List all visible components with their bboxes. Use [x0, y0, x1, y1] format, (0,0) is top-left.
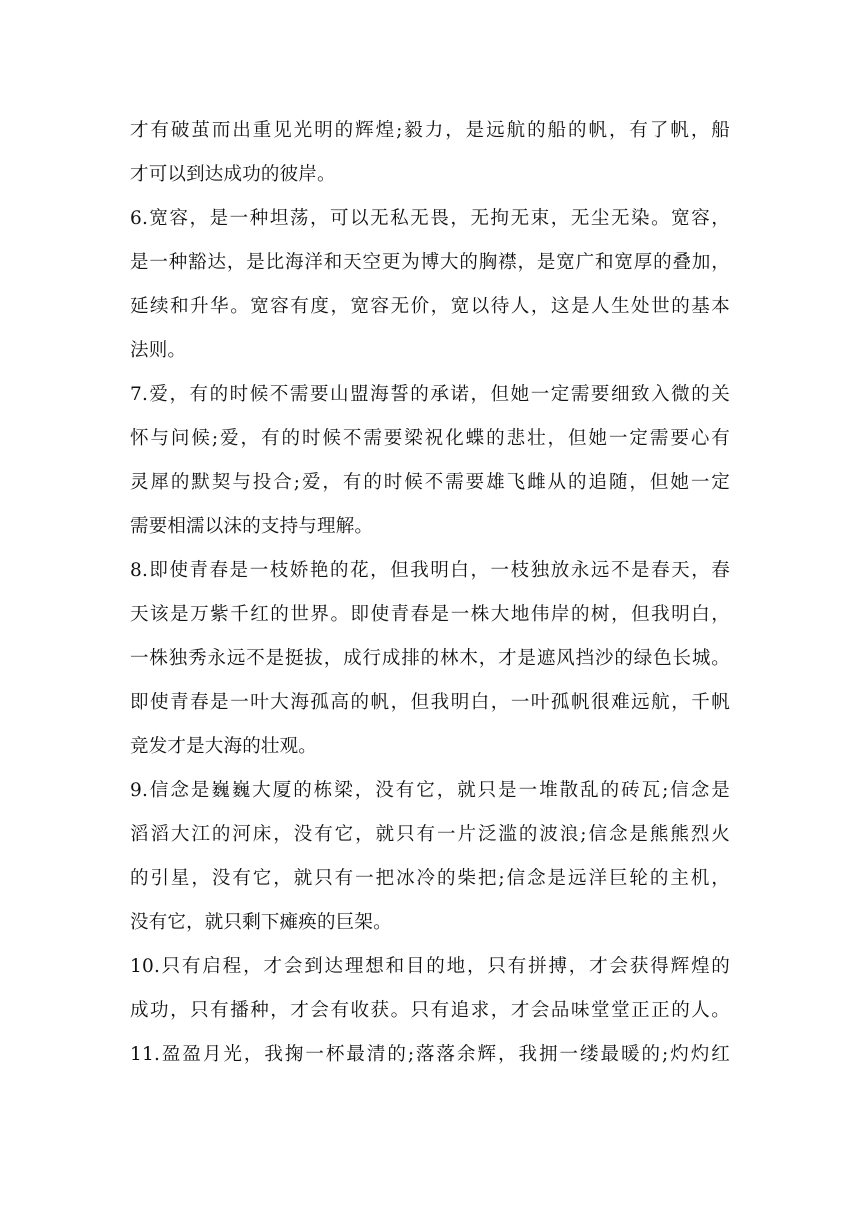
text-line: 成功，只有播种，才会有收获。只有追求，才会品味堂堂正正的人。: [130, 1000, 730, 1021]
text-line: 11.盈盈月光，我掬一杯最清的;落落余辉，我拥一缕最暖的;灼灼红: [130, 1044, 730, 1065]
paragraph-10: [130, 945, 730, 1033]
paragraph-7: [130, 373, 730, 549]
text-line: 9.信念是巍巍大厦的栋梁，没有它，就只是一堆散乱的砖瓦;信念是: [130, 780, 730, 801]
text-line: 即使青春是一叶大海孤高的帆，但我明白，一叶孤帆很难远航，千帆: [130, 692, 730, 713]
text-line: 滔滔大江的河床，没有它，就只有一片泛滥的波浪;信念是熊熊烈火: [130, 824, 730, 845]
text-line: 天该是万紫千红的世界。即使青春是一株大地伟岸的树，但我明白，: [130, 604, 730, 625]
text-line: 没有它，就只剩下瘫痪的巨架。: [130, 912, 392, 933]
text-line: 才可以到达成功的彼岸。: [130, 164, 336, 185]
text-line: 是一种豁达，是比海洋和天空更为博大的胸襟，是宽广和宽厚的叠加，: [130, 252, 730, 273]
text-line: 7.爱，有的时候不需要山盟海誓的承诺，但她一定需要细致入微的关: [130, 384, 730, 405]
paragraph-6: [130, 197, 730, 373]
paragraph-11: [130, 1033, 730, 1077]
text-line: 法则。: [130, 340, 187, 361]
paragraph-5-continuation: [130, 109, 730, 197]
text-line: 8.即使青春是一枝娇艳的花，但我明白，一枝独放永远不是春天，春: [130, 560, 730, 581]
text-line: 怀与问候;爱，有的时候不需要梁祝化蝶的悲壮，但她一定需要心有: [130, 428, 730, 449]
text-line: 竞发才是大海的壮观。: [130, 736, 318, 757]
text-line: 才有破茧而出重见光明的辉煌;毅力，是远航的船的帆，有了帆，船: [130, 120, 730, 141]
text-line: 的引星，没有它，就只有一把冰冷的柴把;信念是远洋巨轮的主机，: [130, 868, 730, 889]
text-line: 一株独秀永远不是挺拔，成行成排的林木，才是遮风挡沙的绿色长城。: [130, 648, 730, 669]
paragraph-8: [130, 549, 730, 769]
text-line: 需要相濡以沫的支持与理解。: [130, 516, 374, 537]
text-line: 6.宽容，是一种坦荡，可以无私无畏，无拘无束，无尘无染。宽容，: [130, 208, 730, 229]
text-line: 延续和升华。宽容有度，宽容无价，宽以待人，这是人生处世的基本: [130, 296, 730, 317]
text-line: 灵犀的默契与投合;爱，有的时候不需要雄飞雌从的追随，但她一定: [130, 472, 730, 493]
document-body: [130, 109, 730, 1077]
text-line: 10.只有启程，才会到达理想和目的地，只有拼搏，才会获得辉煌的: [130, 956, 730, 977]
paragraph-9: [130, 769, 730, 945]
